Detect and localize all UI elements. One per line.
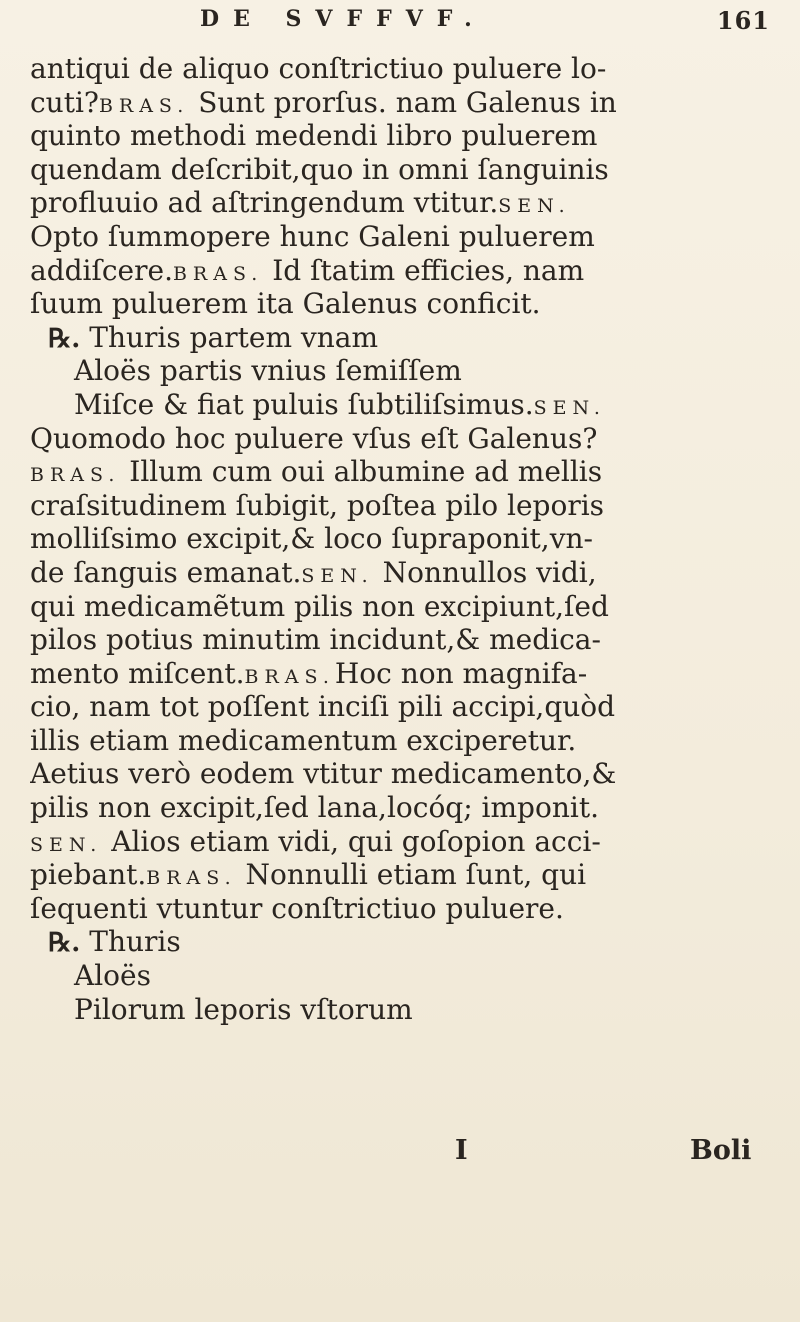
speaker-label: SEN. bbox=[30, 833, 103, 856]
text-line: ſuum puluerem ita Galenus conficit. bbox=[30, 287, 541, 321]
running-head bbox=[200, 6, 770, 38]
recipe-line: Aloës bbox=[74, 959, 151, 993]
text-line: Opto ſummopere hunc Galeni puluerem bbox=[30, 219, 595, 253]
text-line: cuti?BRAS. Sunt prorſus. nam Galenus in bbox=[30, 85, 617, 119]
speaker-label: SEN. bbox=[498, 195, 571, 218]
catchline bbox=[0, 1135, 800, 1175]
text-line: molliſsimo excipit,& loco ſupraponit,vn- bbox=[30, 522, 594, 556]
text-line: BRAS. Illum cum oui albumine ad mellis bbox=[30, 455, 603, 489]
recipe-line: Aloës partis vnius ſemiſſem bbox=[74, 354, 462, 388]
text-line: Aetius verò eodem vtitur medicamento,& bbox=[30, 757, 617, 791]
speaker-label: BRAS. bbox=[98, 94, 190, 117]
running-title: DE SVFFVF. bbox=[200, 6, 486, 32]
recipe-symbol: ℞. bbox=[48, 928, 81, 959]
text-line: antiqui de aliquo conſtrictiuo puluere lo- bbox=[30, 52, 607, 85]
text-line: profluuio ad aſtringendum vtitur.SEN. bbox=[30, 186, 571, 220]
recipe-line: Miſce & fiat puluis ſubtiliſsimus.SEN. bbox=[74, 387, 606, 421]
text-line: pilis non excipit,ſed lana,locóq; imponit. bbox=[30, 791, 599, 825]
signature-mark: I bbox=[455, 1135, 468, 1166]
text-line: illis etiam medicamentum exciperetur. bbox=[30, 723, 577, 757]
page-number: 161 bbox=[716, 6, 770, 35]
text-line: pilos potius minutim incidunt,& medica- bbox=[30, 623, 601, 657]
recipe-line: Pilorum leporis vſtorum bbox=[74, 992, 413, 1026]
text-line: Quomodo hoc puluere vſus eſt Galenus? bbox=[30, 421, 598, 455]
speaker-label: BRAS. bbox=[146, 867, 237, 890]
text-body bbox=[30, 52, 775, 1026]
text-line: qui medicamẽtum pilis non excipiunt,ſed bbox=[30, 589, 609, 623]
speaker-label: BRAS. bbox=[30, 464, 121, 487]
text-line: quinto methodi medendi libro puluerem bbox=[30, 119, 598, 153]
text-line: craſsitudinem ſubigit, poſtea pilo leporis bbox=[30, 488, 605, 522]
speaker-label: BRAS. bbox=[244, 665, 335, 688]
text-line: mento miſcent.BRAS.Hoc non magnifa- bbox=[30, 656, 588, 690]
text-line: ſequenti vtuntur conſtrictiuo puluere. bbox=[30, 891, 564, 925]
recipe-line: ℞. Thuris bbox=[48, 925, 181, 959]
text-line: SEN. Alios etiam vidi, qui goſopion acci- bbox=[30, 824, 601, 858]
speaker-label: SEN. bbox=[301, 564, 374, 587]
text-line: quendam deſcribit,quo in omni ſanguinis bbox=[30, 152, 609, 186]
text-line: cio, nam tot poſſent inciſi pili accipi,quòd bbox=[30, 690, 616, 724]
speaker-label: SEN. bbox=[533, 396, 606, 419]
speaker-label: BRAS. bbox=[172, 262, 264, 285]
text-line: piebant.BRAS. Nonnulli etiam ſunt, qui bbox=[30, 858, 587, 892]
catchword: Boli bbox=[690, 1135, 752, 1166]
recipe-line: ℞. Thuris partem vnam bbox=[48, 320, 378, 354]
text-line: addiſcere.BRAS. Id ſtatim efficies, nam bbox=[30, 253, 585, 287]
text-line: de ſanguis emanat.SEN. Nonnullos vidi, bbox=[30, 555, 597, 589]
recipe-symbol: ℞. bbox=[48, 323, 81, 354]
